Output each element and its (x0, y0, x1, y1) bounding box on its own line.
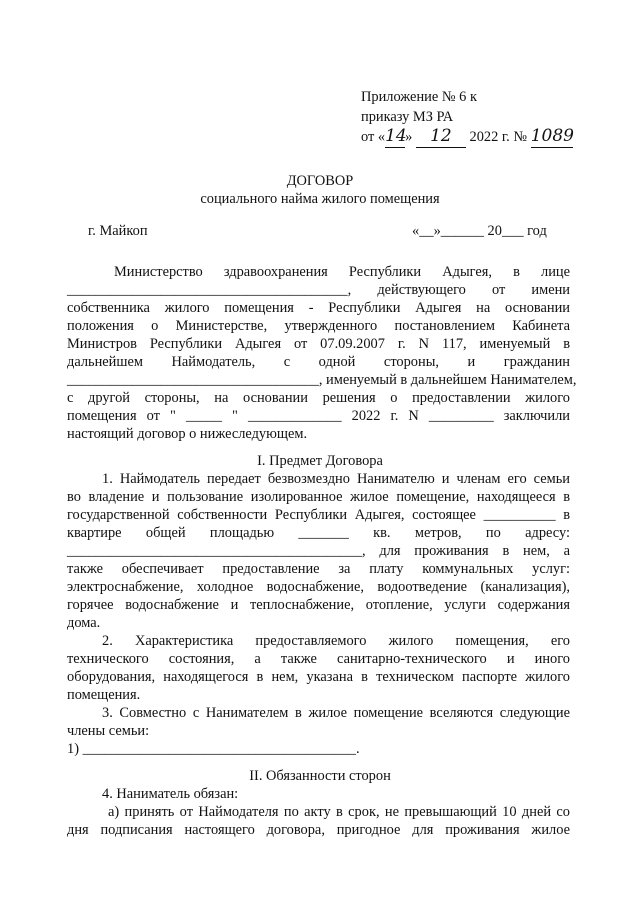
place: г. Майкоп (88, 223, 148, 239)
section-1-line: оборудования, находящегося в нем, указана в техническом паспорте жилого (67, 669, 570, 685)
section-2-heading: II. Обязанности сторон (249, 768, 391, 784)
section-1-line: 1) ______________________________________. (67, 741, 360, 757)
section-1-line: 2. Характеристика предоставляемого жилого помещения, его (102, 633, 570, 649)
section-1-line: квартире общей площадью _______ кв. метров, по адресу: (67, 525, 570, 541)
section-1-line: горячее водоснабжение и теплоснабжение, отопление, услуги содержания (67, 597, 570, 613)
annex-block (361, 88, 573, 148)
preamble-line: Министерство здравоохранения Республики Адыгея, в лице (114, 264, 570, 280)
section-1-line: государственной собственности Республики Адыгея, состоящее __________ в (67, 507, 570, 523)
document-subtitle: социального найма жилого помещения (200, 191, 440, 207)
annex-month-handwritten: 12 (416, 127, 466, 148)
section-1-line: 1. Наймодатель передает безвозмездно Нанимателю и членам его семьи (102, 471, 570, 487)
preamble-line: положения о Министерстве, утвержденного постановлением Кабинета (67, 318, 570, 334)
section-1-line: члены семьи: (67, 723, 150, 739)
section-1-line: также обеспечивает предоставление за плату коммунальных услуг: (67, 561, 570, 577)
section-1-heading: I. Предмет Договора (257, 453, 383, 469)
section-2-line: дня подписания настоящего договора, пригодное для проживания жилое (67, 822, 570, 838)
preamble-line: с другой стороны, на основании решения о предоставлении жилого (67, 390, 570, 406)
section-1-line: электроснабжение, холодное водоснабжение, водоотведение (канализация), (67, 579, 570, 595)
annex-date-mid: » (405, 129, 413, 145)
section-1-line: во владение и пользование изолированное жилое помещение, находящееся в (67, 489, 570, 505)
preamble-line: ___________________________________, именуемый в дальнейшем Нанимателем, (67, 372, 577, 388)
annex-line-2: приказу МЗ РА (361, 108, 454, 125)
preamble-line: _______________________________________, действующего от имени (67, 282, 570, 298)
section-2-line: 4. Наниматель обязан: (102, 786, 239, 802)
section-1-line: технического состояния, а также санитарно-технического и иного (67, 651, 570, 667)
annex-day-handwritten: 14 (385, 126, 407, 146)
annex-year-text: 2022 г. № (469, 129, 528, 145)
annex-date-prefix: от « (361, 129, 386, 145)
section-1-line: дома. (67, 615, 101, 631)
preamble-line: собственника жилого помещения - Республики Адыгея на основании (67, 300, 570, 316)
date-line: «__»______ 20___ год (412, 223, 547, 239)
section-1-line: 3. Совместно с Нанимателем в жилое помещение вселяются следующие (102, 705, 570, 721)
preamble-line: помещения от " _____ " _____________ 2022 г. N _________ заключили (67, 408, 570, 424)
annex-number-handwritten: 1089 (530, 126, 574, 146)
section-1-line: помещения. (67, 687, 141, 703)
section-2-line: а) принять от Наймодателя по акту в срок, не превышающий 10 дней со (108, 804, 570, 820)
section-1-line: _________________________________________, для проживания в нем, а (67, 543, 570, 559)
preamble-line: Министров Республики Адыгея от 07.09.2007 г. N 117, именуемый в (67, 336, 570, 352)
preamble-line: настоящий договор о нижеследующем. (67, 426, 308, 442)
document-title: ДОГОВОР (286, 173, 354, 189)
preamble-line: дальнейшем Наймодатель, с одной стороны, и гражданин (67, 354, 570, 370)
annex-line-3 (361, 127, 573, 148)
annex-line-1: Приложение № 6 к (361, 89, 477, 105)
